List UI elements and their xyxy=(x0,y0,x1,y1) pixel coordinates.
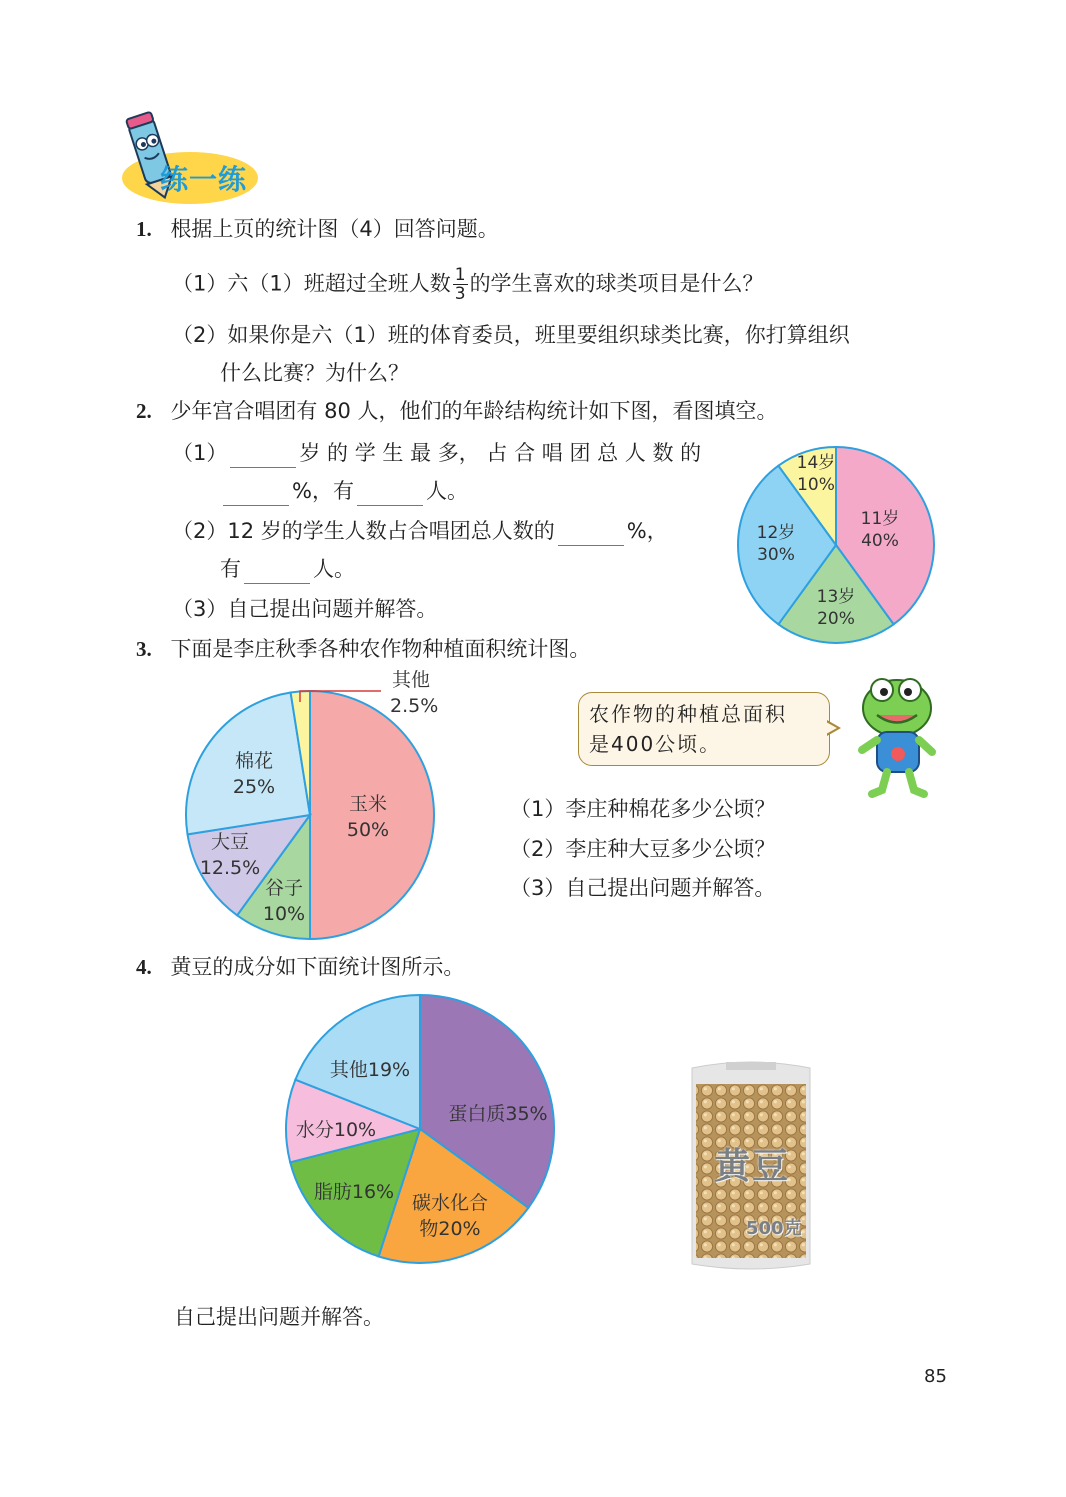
pie-label: 碳水化合 xyxy=(411,1192,489,1214)
question-1-sub-2-cont: 什么比赛？为什么？ xyxy=(220,361,409,385)
pie-label: 10% xyxy=(797,475,835,495)
pie-label: 谷子 xyxy=(264,877,304,899)
fraction-denominator: 3 xyxy=(454,284,466,304)
sub-text: （1） xyxy=(172,441,228,465)
question-text: 黄豆的成分如下面统计图所示。 xyxy=(170,955,465,979)
bag-label: 黄豆 xyxy=(714,1146,791,1187)
question-2-sub-2-cont xyxy=(220,554,355,584)
question-number: 4. xyxy=(136,955,152,979)
pie-label: 12岁 xyxy=(756,523,796,543)
pie-label: 13岁 xyxy=(816,587,856,607)
answer-blank[interactable] xyxy=(357,483,423,506)
hint-line-2: 是400公顷。 xyxy=(589,732,722,756)
question-text: 少年宫合唱团有 80 人，他们的年龄结构统计如下图，看图填空。 xyxy=(170,399,778,423)
pie-label: 50% xyxy=(346,819,390,841)
hint-bubble xyxy=(578,692,830,766)
crop-pie-chart xyxy=(176,666,466,946)
question-4 xyxy=(136,952,464,982)
pie-label: 20% xyxy=(817,609,855,629)
pie-label: 25% xyxy=(232,776,276,798)
bubble-tail-inner xyxy=(826,722,837,734)
sub-text: 人。 xyxy=(313,557,355,581)
question-number: 3. xyxy=(136,637,152,661)
question-number: 2. xyxy=(136,399,152,423)
pie-label: 蛋白质35% xyxy=(448,1103,548,1125)
pie-label: 水分10% xyxy=(295,1119,377,1141)
pie-label: 物20% xyxy=(419,1218,481,1240)
pie-slice xyxy=(310,691,434,939)
question-2-sub-1 xyxy=(172,438,701,468)
question-number: 1. xyxy=(136,217,152,241)
pie-label: 11岁 xyxy=(860,509,900,529)
question-2-sub-2 xyxy=(172,516,668,546)
pie-label: 14岁 xyxy=(796,453,836,473)
question-text: 根据上页的统计图（4）回答问题。 xyxy=(170,217,499,241)
sub-text: （1）六（1）班超过全班人数 xyxy=(172,271,451,296)
pie-label: 玉米 xyxy=(348,793,388,815)
pie-label: 10% xyxy=(262,903,306,925)
fraction xyxy=(453,266,468,303)
question-text: 下面是李庄秋季各种农作物种植面积统计图。 xyxy=(170,637,591,661)
sub-text: %， xyxy=(626,519,668,543)
soybean-bag-image xyxy=(686,1058,816,1272)
question-3-sub-3: （3）自己提出问题并解答。 xyxy=(510,876,776,900)
soybean-pie-chart xyxy=(276,990,566,1270)
answer-blank[interactable] xyxy=(244,561,310,584)
sub-text: 人。 xyxy=(425,479,468,503)
question-1 xyxy=(136,214,499,244)
pie-label: 棉花 xyxy=(234,750,274,772)
section-title: 练一练 xyxy=(160,163,248,196)
question-1-sub-1 xyxy=(172,266,764,303)
pie-label: 大豆 xyxy=(210,831,250,853)
page-number: 85 xyxy=(924,1366,947,1387)
pie-label: 2.5% xyxy=(390,695,439,717)
answer-blank[interactable] xyxy=(230,445,296,468)
question-3-sub-1: （1）李庄种棉花多少公顷？ xyxy=(510,797,776,821)
pie-label: 30% xyxy=(757,545,795,565)
answer-blank[interactable] xyxy=(558,523,624,546)
frog-mascot-icon xyxy=(852,670,942,800)
age-pie-chart xyxy=(730,440,942,650)
sub-text: 岁 的 学 生 最 多， 占 合 唱 团 总 人 数 的 xyxy=(299,441,702,465)
question-2-sub-1-cont xyxy=(220,476,468,506)
question-3-sub-2: （2）李庄种大豆多少公顷？ xyxy=(510,837,776,861)
pie-label: 其他19% xyxy=(329,1059,411,1081)
bag-weight: 500克 xyxy=(746,1218,802,1239)
sub-text: %，有 xyxy=(292,479,354,503)
footer-question: 自己提出问题并解答。 xyxy=(174,1305,384,1329)
question-2 xyxy=(136,396,778,426)
answer-blank[interactable] xyxy=(223,483,289,506)
section-header xyxy=(110,100,270,210)
pie-label: 40% xyxy=(861,531,899,551)
sub-text: 的学生喜欢的球类项目是什么？ xyxy=(469,271,764,296)
question-1-sub-2: （2）如果你是六（1）班的体育委员，班里要组织球类比赛，你打算组织 xyxy=(172,323,850,347)
question-3 xyxy=(136,634,590,664)
hint-line-1: 农作物的种植总面积 xyxy=(589,702,787,726)
pie-label: 12.5% xyxy=(199,857,261,879)
pie-label: 脂肪16% xyxy=(313,1181,395,1203)
fraction-numerator: 1 xyxy=(454,265,466,285)
question-2-sub-3: （3）自己提出问题并解答。 xyxy=(172,597,438,621)
sub-text: 有 xyxy=(220,557,241,581)
sub-text: （2）12 岁的学生人数占合唱团总人数的 xyxy=(172,519,555,543)
pie-label: 其他 xyxy=(392,669,431,691)
